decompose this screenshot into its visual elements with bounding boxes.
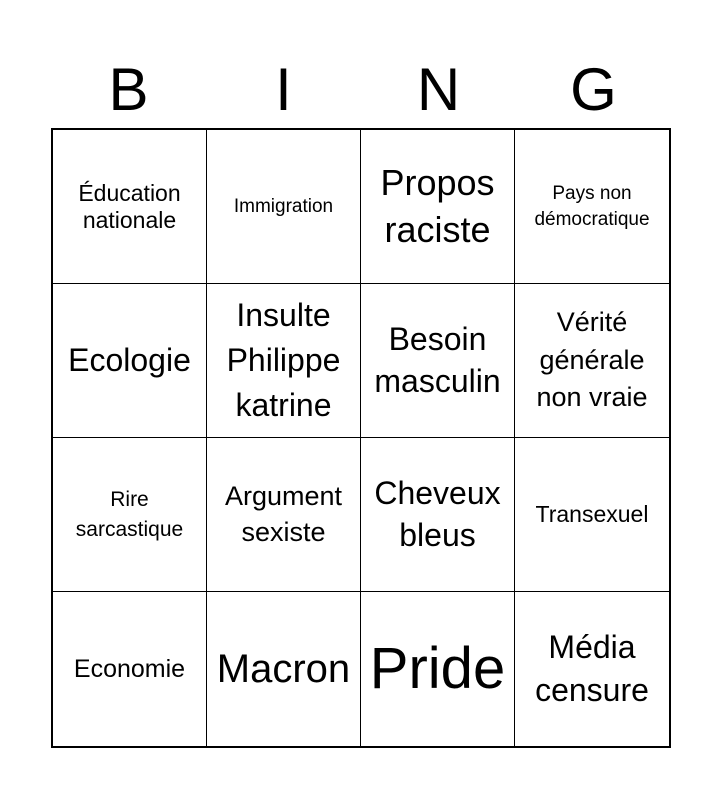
bingo-cell[interactable] (361, 130, 515, 284)
bingo-cell[interactable] (53, 130, 207, 284)
bingo-cell[interactable] (515, 438, 669, 592)
cell-label: Economie (73, 654, 186, 683)
cell-label: Propos raciste (380, 161, 495, 250)
bingo-cell[interactable] (361, 284, 515, 438)
cell-label: Rire sarcastique (75, 488, 184, 541)
bingo-cell[interactable] (207, 592, 361, 746)
cell-label: Insulte Philippe katrine (226, 297, 341, 423)
bingo-cell[interactable] (207, 438, 361, 592)
header-letter-n: N (416, 56, 461, 123)
header-letter-g: G (570, 56, 617, 123)
cell-label: Immigration (233, 195, 334, 217)
header-letter-b: B (108, 56, 149, 123)
cell-label: Média censure (535, 628, 649, 708)
cell-label: Besoin masculin (374, 320, 501, 399)
cell-label: Argument sexiste (224, 481, 343, 547)
bingo-cell[interactable] (361, 592, 515, 746)
cell-label: Cheveux bleus (374, 474, 501, 553)
bingo-cell[interactable] (207, 284, 361, 438)
bingo-cell[interactable] (515, 284, 669, 438)
bingo-board (51, 128, 671, 748)
bingo-cell[interactable] (53, 284, 207, 438)
cell-label: Pride (369, 635, 506, 701)
cell-label: Pays non démocratique (534, 182, 650, 230)
cell-label: Transexuel (535, 501, 649, 528)
cell-label: Ecologie (68, 342, 191, 379)
header-letter-i: I (275, 56, 292, 123)
bingo-cell[interactable] (361, 438, 515, 592)
bingo-cell[interactable] (53, 592, 207, 746)
cell-label: Macron (216, 647, 351, 691)
bingo-cell[interactable] (515, 592, 669, 746)
bingo-header (51, 52, 671, 128)
bingo-cell[interactable] (207, 130, 361, 284)
cell-label: Éducation nationale (78, 180, 181, 233)
bingo-cell[interactable] (515, 130, 669, 284)
cell-label: Vérité générale non vraie (536, 306, 648, 413)
bingo-cell[interactable] (53, 438, 207, 592)
